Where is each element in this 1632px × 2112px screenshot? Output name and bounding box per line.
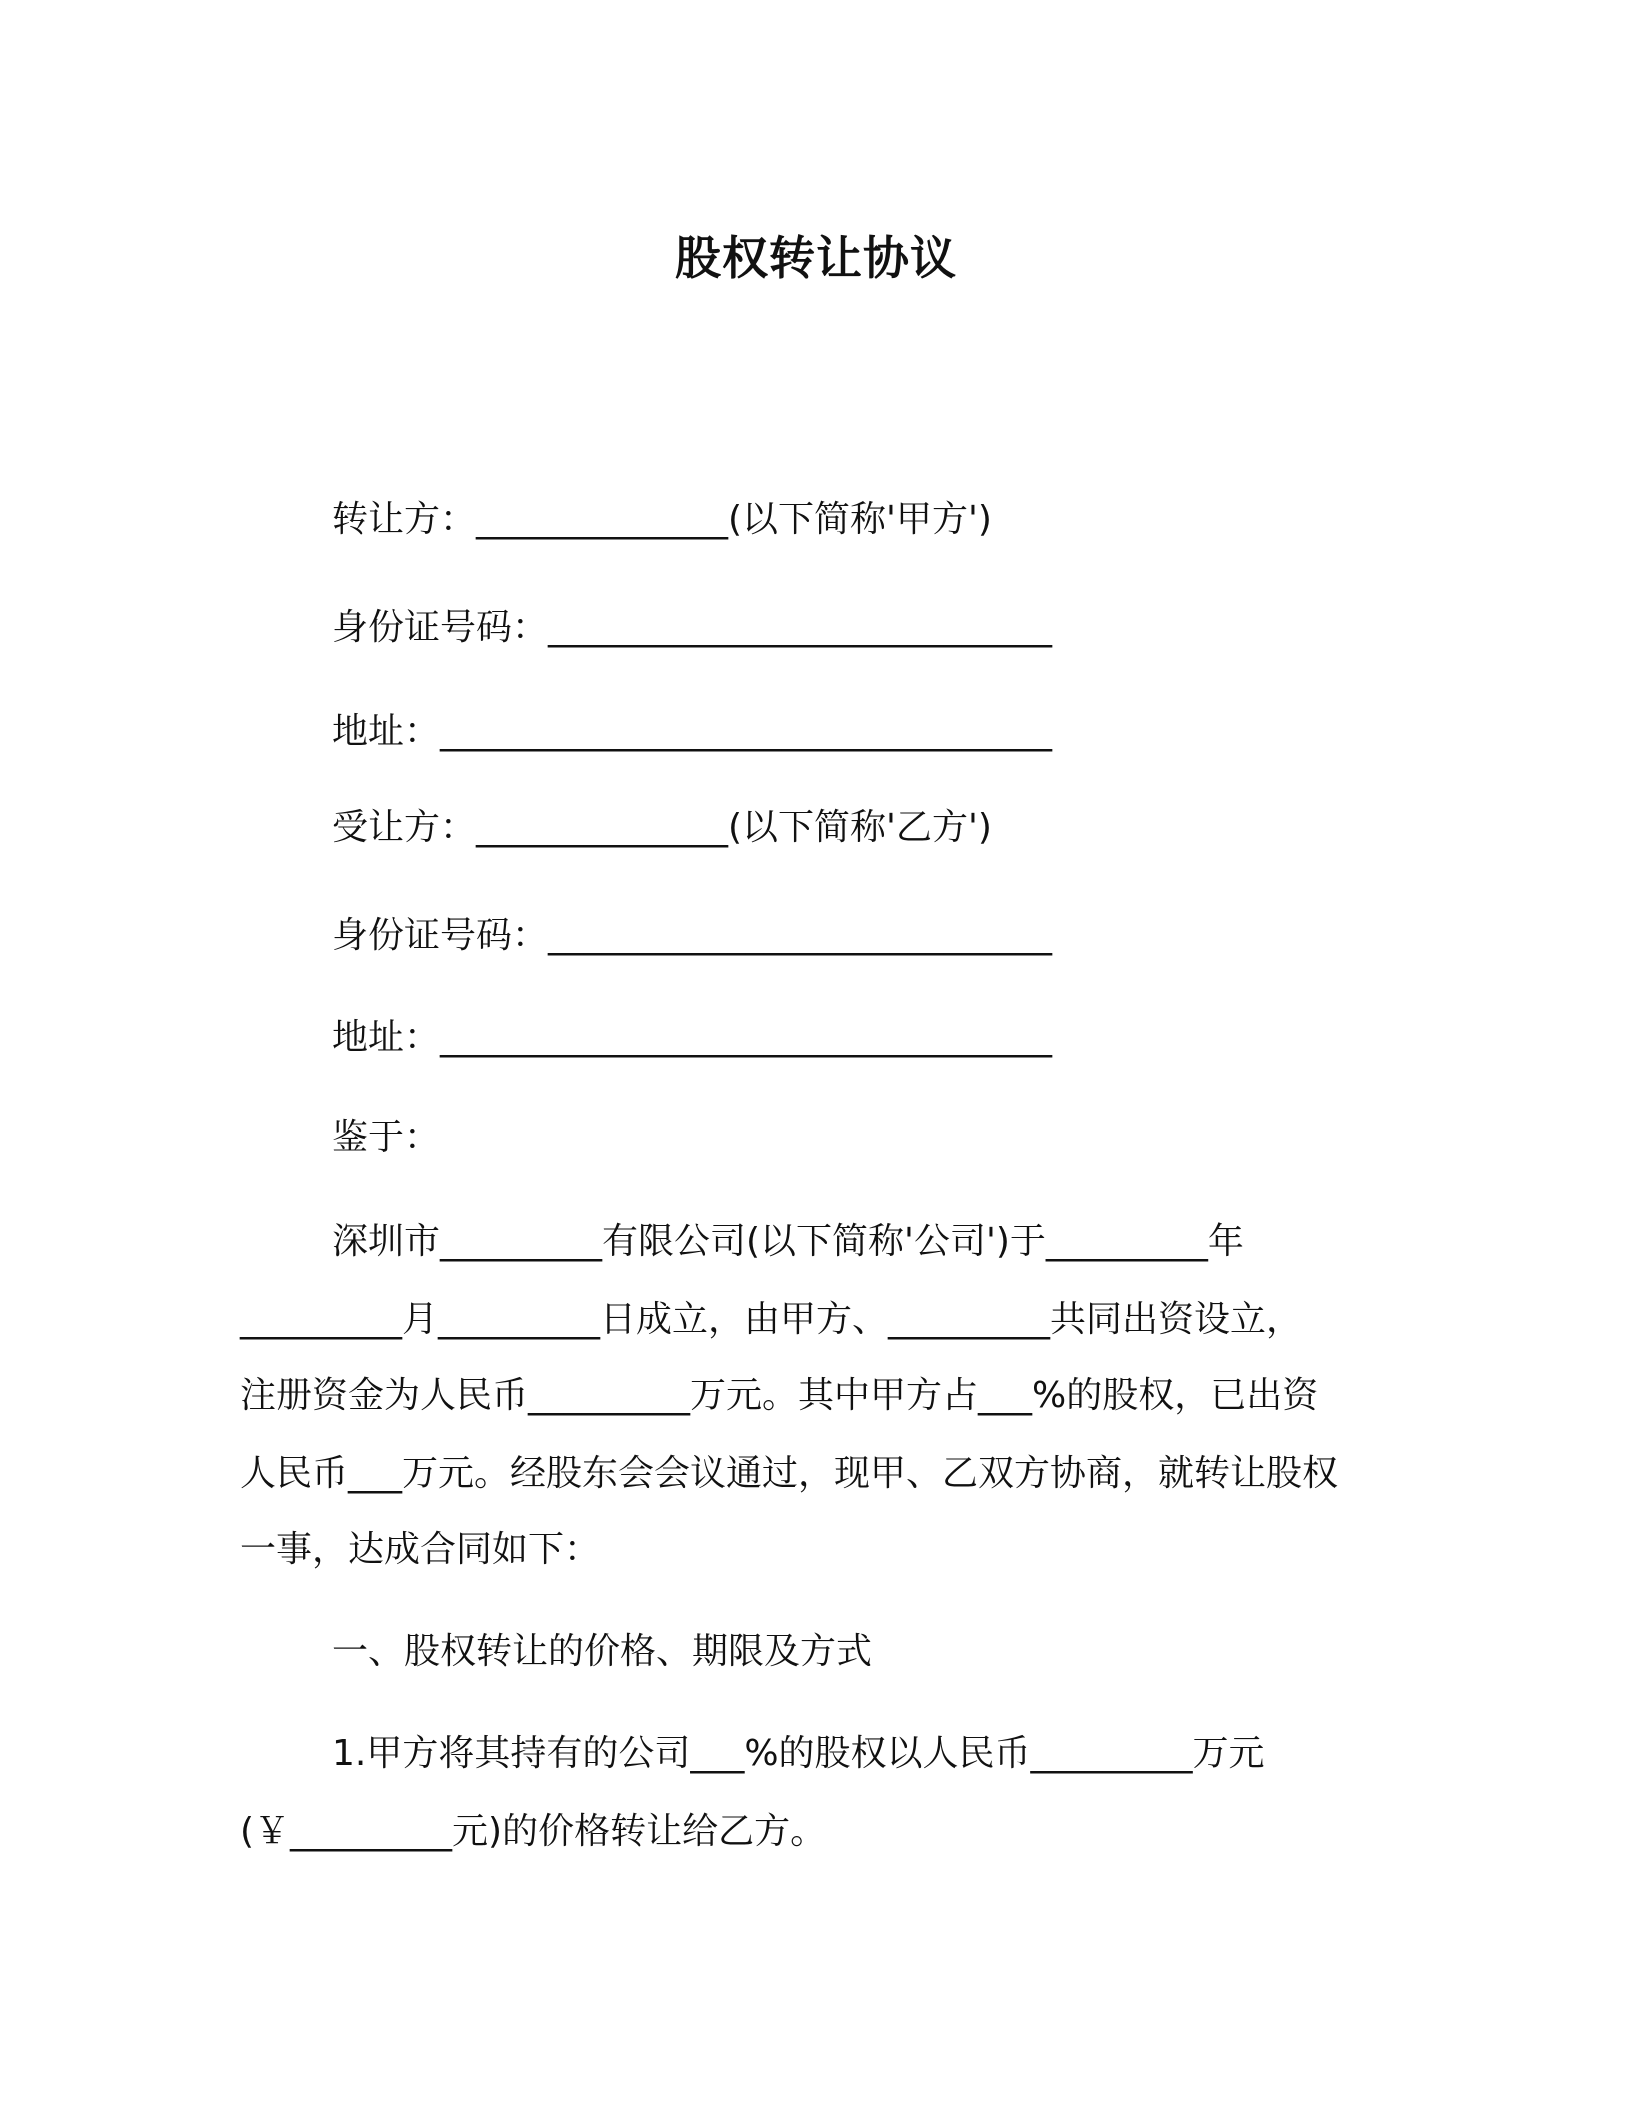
transferor-address-line: 地址：__________________________________ [332,711,1053,752]
section-heading: 一、股权转让的价格、期限及方式 [332,1631,873,1672]
transferee-line: 受让方：______________(以下简称'乙方') [332,807,992,848]
clause-line: 1.甲方将其持有的公司___%的股权以人民币_________万元 [332,1733,1265,1774]
clause-line: (￥_________元)的价格转让给乙方。 [240,1811,827,1852]
paragraph-line: 注册资金为人民币_________万元。其中甲方占___%的股权，已出资 [240,1375,1319,1416]
document-title: 股权转让协议 [675,231,957,285]
transferor-id-line: 身份证号码：____________________________ [332,607,1053,648]
paragraph-line: 深圳市_________有限公司(以下简称'公司')于_________年 [332,1221,1244,1262]
paragraph-line: _________月_________日成立，由甲方、_________共同出资设立， [240,1299,1303,1340]
transferee-id-line: 身份证号码：____________________________ [332,915,1053,956]
paragraph-line: 人民币___万元。经股东会会议通过，现甲、乙双方协商，就转让股权 [240,1453,1339,1494]
transferor-line: 转让方：______________(以下简称'甲方') [332,499,992,540]
paragraph-line: 一事，达成合同如下： [240,1529,601,1570]
transferee-address-line: 地址：__________________________________ [332,1017,1053,1058]
whereas-heading: 鉴于： [332,1117,441,1158]
